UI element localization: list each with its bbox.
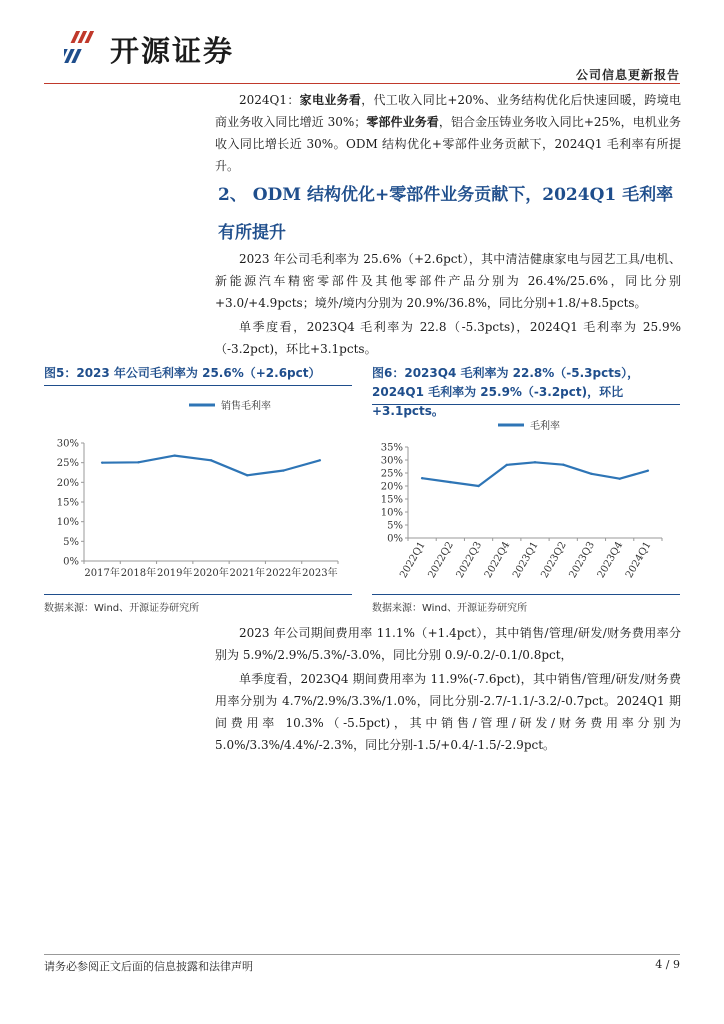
section-title: 2、 ODM 结构优化+零部件业务贡献下，2024Q1 毛利率有所提升 [218, 185, 674, 243]
logo-mark-icon [64, 27, 108, 67]
y-tick-label: 25% [380, 468, 403, 480]
x-tick-label: 2018年 [120, 568, 157, 579]
y-tick-label: 30% [56, 438, 79, 450]
data-point [449, 481, 451, 483]
company-logo [64, 27, 264, 67]
y-tick-label: 0% [387, 533, 403, 545]
y-tick-label: 15% [56, 497, 79, 509]
data-point [562, 463, 564, 465]
figure-5-source: 数据来源：Wind、开源证券研究所 [44, 603, 200, 614]
x-tick-label: 2022Q4 [482, 540, 513, 581]
y-tick-label: 0% [63, 556, 79, 568]
x-tick-label: 2022Q1 [398, 540, 428, 581]
paragraph-quarterly-expense: 单季度看，2023Q4 期间费用率为 11.9%(-7.6pct)，其中销售/管理/研发/财务费用率分别为 4.7%/2.9%/3.3%/1.0%，同比分别-2.7/-1.1/-3.2/-0.7pct。2024Q1 期间费用率 10.3%（-5.5pct)，其中销售/管理/研发/财务费用率分别为 5.0%/3.3%/4.4%/-2.3%，同比分别-1.5/+0.4/-1.5/-2.9pct。 [215, 672, 681, 752]
figure-6-chart [372, 407, 680, 592]
y-tick-label: 20% [56, 477, 79, 489]
figure-6-title: 图6：2023Q4 毛利率为 22.8%（-5.3pcts），2024Q1 毛利率为 25.9%（-3.2pct)，环比+3.1pcts。 [372, 366, 640, 418]
intro-text-2: ，铝合金压铸业务收入同比+25%，电机业务收入同比增长近 30%。ODM 结构优化+零部件业务贡献下，2024Q1 毛利率有所提升。 [215, 115, 681, 173]
data-point [534, 461, 536, 463]
x-tick-label: 2017年 [84, 568, 120, 579]
figure-5-chart [44, 388, 352, 592]
y-tick-label: 10% [380, 507, 403, 519]
figure-5-bottom-rule [44, 594, 352, 595]
data-point [174, 454, 176, 456]
data-point [101, 461, 103, 463]
y-tick-label: 15% [380, 494, 403, 506]
y-tick-label: 5% [63, 536, 79, 548]
intro-label: 2024Q1： [239, 93, 300, 107]
data-point [421, 477, 423, 479]
x-tick-label: 2023年 [302, 568, 338, 579]
footer-divider [44, 954, 680, 955]
x-tick-label: 2023Q3 [567, 540, 598, 581]
y-tick-label: 30% [380, 455, 403, 467]
legend-label: 毛利率 [530, 421, 560, 432]
x-tick-label: 2023Q4 [595, 540, 626, 581]
y-tick-label: 35% [380, 442, 403, 454]
footer-disclaimer: 请务必参阅正文后面的信息披露和法律声明 [44, 960, 253, 973]
x-tick-label: 2020年 [193, 568, 229, 579]
y-tick-label: 20% [380, 481, 403, 493]
intro-text-1: ，代工收入同比+20%、业务结构优化后快速回暖，跨境电商业务收入同比增近 30%； [215, 93, 681, 129]
report-type: 公司信息更新报告 [575, 68, 680, 82]
x-tick-label: 2022年 [265, 568, 302, 579]
data-point [282, 469, 284, 471]
data-point [319, 459, 321, 461]
x-tick-label: 2023Q2 [539, 540, 569, 581]
intro-bold-2: 零部件业务看 [366, 115, 439, 129]
y-tick-label: 25% [56, 458, 79, 470]
x-tick-label: 2021年 [229, 568, 266, 579]
header-divider [44, 83, 680, 84]
x-tick-label: 2022Q3 [454, 540, 485, 581]
series-line [102, 456, 320, 476]
data-point [590, 473, 592, 475]
data-point [647, 469, 649, 471]
paragraph-quarterly-margin: 单季度看，2023Q4 毛利率为 22.8（-5.3pcts)，2024Q1 毛利率为 25.9%（-3.2pct)，环比+3.1pcts。 [215, 320, 681, 356]
data-point [246, 474, 248, 476]
intro-paragraph [215, 89, 681, 177]
data-point [506, 464, 508, 466]
x-tick-label: 2023Q1 [511, 540, 541, 581]
x-tick-label: 2019年 [156, 568, 193, 579]
data-point [137, 461, 139, 463]
intro-bold-1: 家电业务看 [299, 93, 362, 107]
figure-6-source: 数据来源：Wind、开源证券研究所 [372, 603, 528, 614]
figure-6-top-rule [372, 404, 680, 405]
y-tick-label: 5% [387, 520, 403, 532]
x-tick-label: 2022Q2 [426, 540, 456, 581]
data-point [618, 478, 620, 480]
series-line [422, 462, 648, 486]
paragraph-gross-margin: 2023 年公司毛利率为 25.6%（+2.6pct），其中清洁健康家电与园艺工具/电机、新能源汽车精密零部件及其他零部件产品分别为 26.4%/25.6%，同比分别+3.0/+4.9pcts；境外/境内分别为 20.9%/36.8%，同比分别+1.8/+8.5pcts。 [215, 252, 681, 310]
y-tick-label: 10% [56, 517, 79, 529]
page-number: 4 / 9 [655, 958, 680, 971]
data-point [210, 459, 212, 461]
figure-5-top-rule [44, 385, 352, 386]
legend-label: 销售毛利率 [221, 401, 271, 412]
brand-name: 开源证券 [110, 34, 235, 68]
figure-6-bottom-rule [372, 594, 680, 595]
paragraph-expense-ratio: 2023 年公司期间费用率 11.1%（+1.4pct），其中销售/管理/研发/财务费用率分别为 5.9%/2.9%/5.3%/-3.0%，同比分别 0.9/-0.2/-0.1/0.8pct， [215, 626, 681, 662]
x-tick-label: 2024Q1 [623, 540, 654, 581]
data-point [477, 485, 479, 487]
figure-5-title: 图5：2023 年公司毛利率为 25.6%（+2.6pct） [44, 366, 321, 380]
